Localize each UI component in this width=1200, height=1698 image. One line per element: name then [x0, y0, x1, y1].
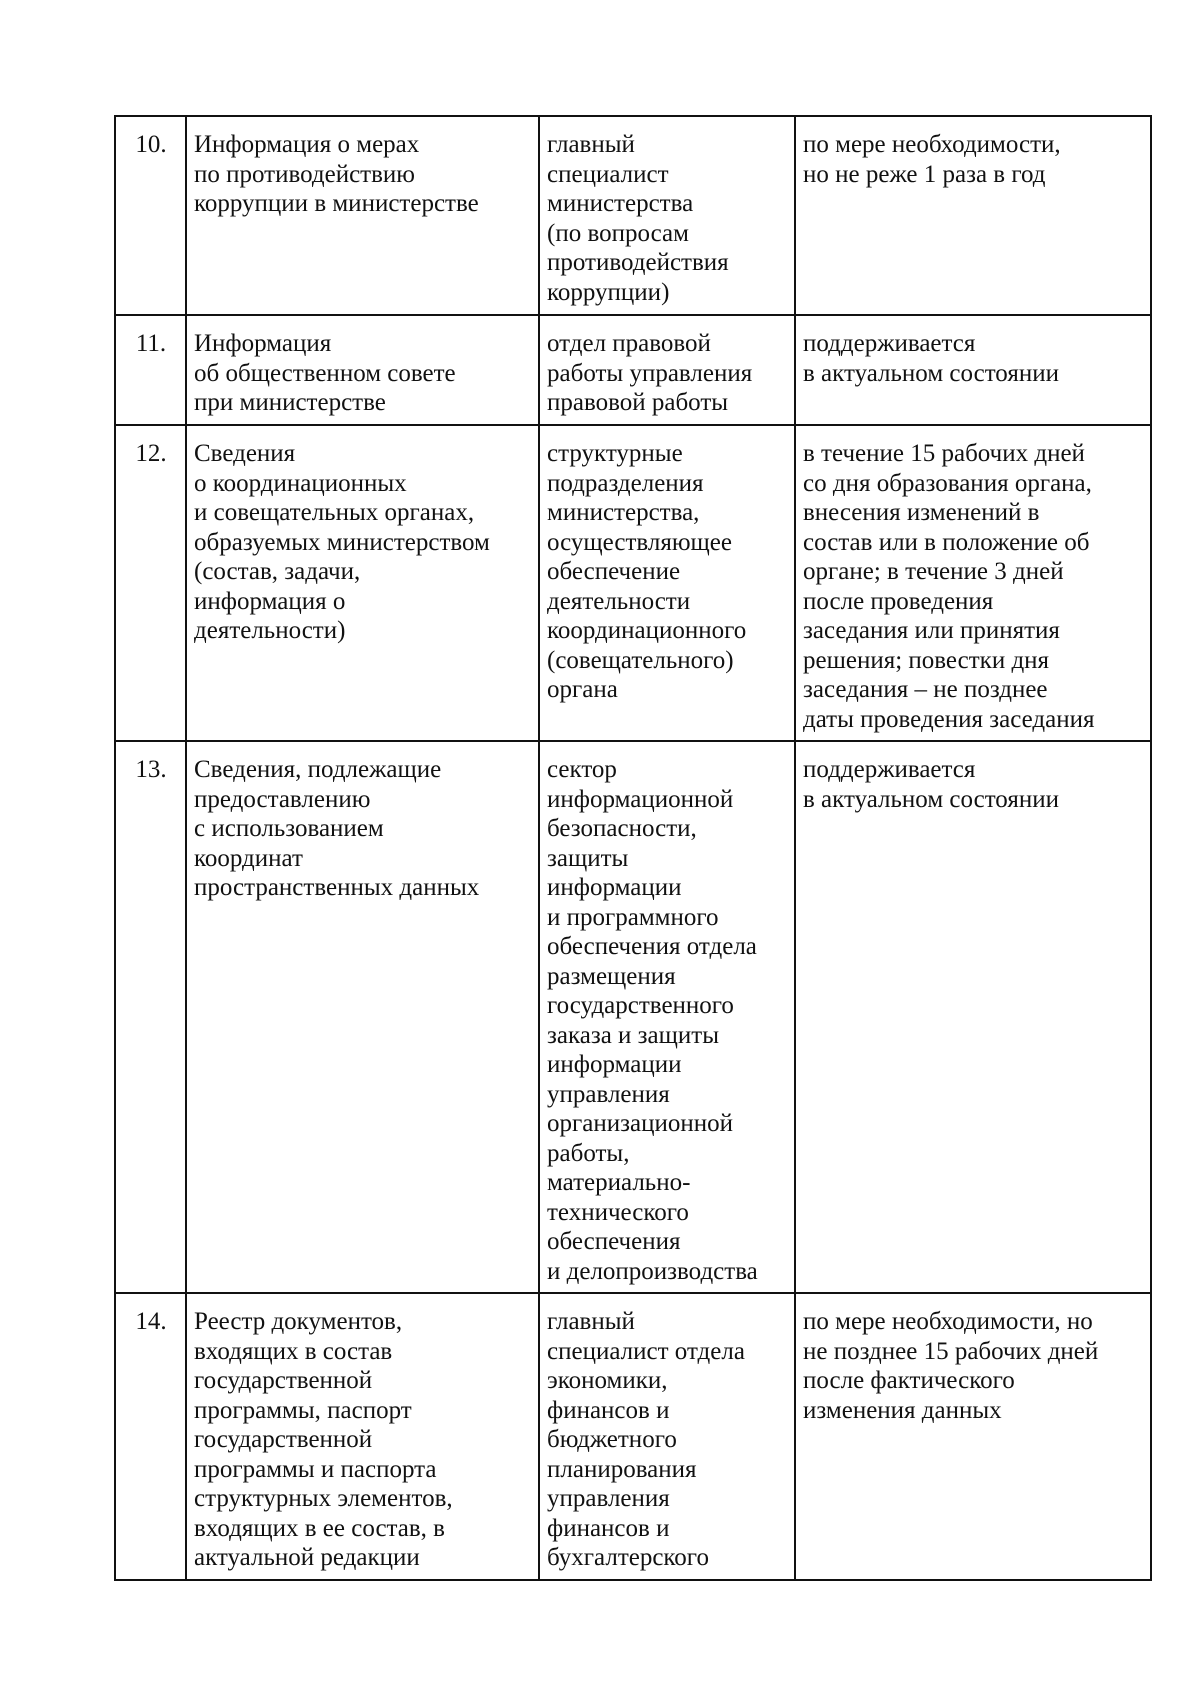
item-description: Сведения, подлежащие предоставлению с использованием координат пространственных данных — [186, 741, 539, 1293]
table-row — [115, 425, 1151, 741]
responsible-unit: структурные подразделения министерства, осуществляющее обеспечение деятельности координационного (совещательного) органа — [539, 425, 795, 741]
row-number: 11. — [115, 315, 186, 425]
row-number: 10. — [115, 116, 186, 315]
item-description: Сведения о координационных и совещательных органах, образуемых министерством (состав, задачи, информация о деятельности) — [186, 425, 539, 741]
row-number: 13. — [115, 741, 186, 1293]
row-number: 14. — [115, 1293, 186, 1580]
deadline-text: поддерживается в актуальном состоянии — [795, 741, 1151, 1293]
table-row — [115, 116, 1151, 315]
table-row — [115, 1293, 1151, 1580]
responsible-unit: отдел правовой работы управления правовой работы — [539, 315, 795, 425]
table-row — [115, 741, 1151, 1293]
disclosure-table — [114, 115, 1152, 1581]
item-description: Информация о мерах по противодействию коррупции в министерстве — [186, 116, 539, 315]
item-description: Реестр документов, входящих в состав государственной программы, паспорт государственной программы и паспорта структурных элементов, входящих в ее состав, в актуальной редакции — [186, 1293, 539, 1580]
deadline-text: по мере необходимости, но не реже 1 раза в год — [795, 116, 1151, 315]
deadline-text: по мере необходимости, но не позднее 15 рабочих дней после фактического изменения данных — [795, 1293, 1151, 1580]
responsible-unit: главный специалист министерства (по вопросам противодействия коррупции) — [539, 116, 795, 315]
row-number: 12. — [115, 425, 186, 741]
deadline-text: в течение 15 рабочих дней со дня образования органа, внесения изменений в состав или в положение об органе; в течение 3 дней после проведения заседания или принятия решения; повестки дня заседания – не позднее даты проведения заседания — [795, 425, 1151, 741]
responsible-unit: главный специалист отдела экономики, финансов и бюджетного планирования управления финансов и бухгалтерского — [539, 1293, 795, 1580]
item-description: Информация об общественном совете при министерстве — [186, 315, 539, 425]
table-row — [115, 315, 1151, 425]
deadline-text: поддерживается в актуальном состоянии — [795, 315, 1151, 425]
responsible-unit: сектор информационной безопасности, защиты информации и программного обеспечения отдела размещения государственного заказа и защиты информации управления организационной работы, материально- технического обеспечения и делопроизводства — [539, 741, 795, 1293]
